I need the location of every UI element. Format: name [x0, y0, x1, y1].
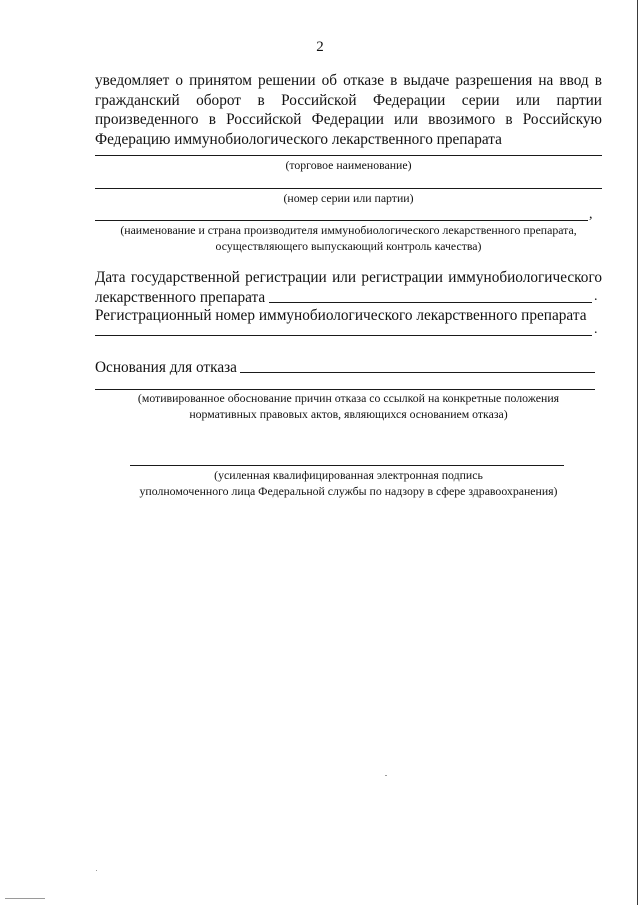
refusal-caption-line-2: нормативных правовых актов, являющихся основанием отказа): [189, 407, 508, 421]
page-number: 2: [316, 39, 324, 55]
registration-date-label-line-2: лекарственного препарата: [95, 289, 266, 306]
registration-number-period: .: [594, 322, 598, 337]
batch-number-field[interactable]: [95, 188, 602, 189]
manufacturer-field[interactable]: [95, 220, 588, 221]
signature-line[interactable]: [130, 465, 564, 466]
batch-number-caption: (номер серии или партии): [283, 191, 414, 205]
intro-line-4: Федерацию иммунобиологического лекарственного препарата: [95, 130, 502, 148]
registration-number-field[interactable]: [95, 335, 592, 336]
refusal-caption-line-1: (мотивированное обоснование причин отказа со ссылкой на конкретные положения: [137, 391, 560, 405]
intro-line-1: уведомляет о принятом решении об отказе в выдаче разрешения на ввод в: [95, 72, 602, 89]
registration-date-period: .: [594, 289, 598, 304]
manufacturer-line-comma: ,: [589, 207, 593, 222]
registration-date-field[interactable]: [269, 302, 592, 303]
scan-dot: [385, 775, 387, 776]
scan-artifact-bottom: [5, 898, 45, 899]
signature-caption-line-2: уполномоченного лица Федеральной службы по надзору в сфере здравоохранения): [139, 484, 558, 498]
refusal-grounds-label: Основания для отказа: [95, 359, 237, 376]
trade-name-field[interactable]: [95, 155, 602, 156]
trade-name-caption: (торговое наименование): [285, 158, 412, 172]
signature-caption-line-1: (усиленная квалифицированная электронная подпись: [214, 468, 483, 482]
manufacturer-caption-line-2: осуществляющего выпускающий контроль качества): [215, 239, 482, 253]
page-edge: [637, 0, 638, 905]
manufacturer-caption-line-1: (наименование и страна производителя иммунобиологического лекарственного препарата,: [120, 223, 577, 237]
intro-paragraph: [95, 71, 602, 149]
registration-number-label: Регистрационный номер иммунобиологического лекарственного препарата: [95, 307, 587, 324]
registration-date-label-line-1: Дата государственной регистрации или регистрации иммунобиологического: [95, 269, 602, 286]
intro-line-2: гражданский оборот в Российской Федерации серии или партии: [95, 91, 602, 109]
scan-dot-2: [96, 870, 97, 871]
intro-line-3: произведенного в Российской Федерации или ввозимого в Российскую: [95, 111, 602, 128]
refusal-grounds-field[interactable]: [240, 372, 595, 373]
